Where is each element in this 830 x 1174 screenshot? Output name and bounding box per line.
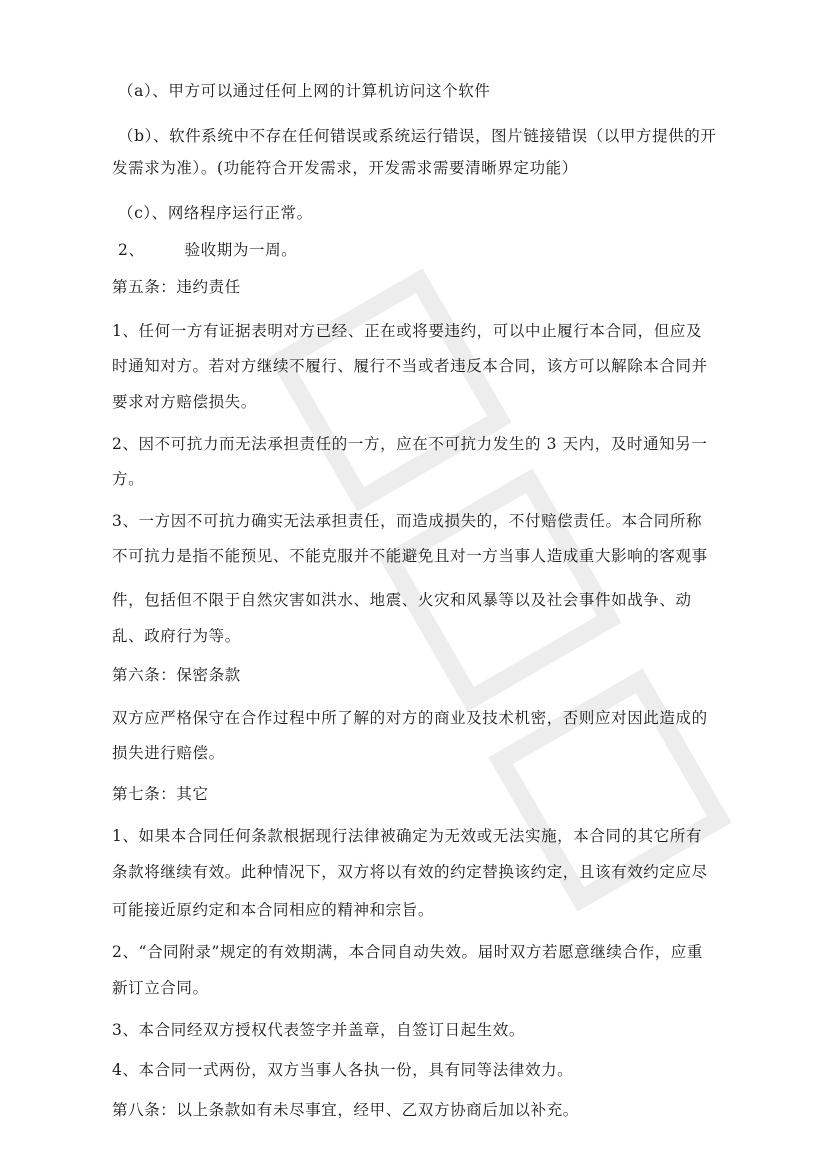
text-line: 件，包括但不限于自然灾害如洪水、地震、火灾和风暴等以及社会事件如战争、动 [112,591,692,609]
text-line: 2、“合同附录”规定的有效期满，本合同自动失效。届时双方若愿意继续合作，应重 [112,943,704,961]
text-line: 双方应严格保守在合作过程中所了解的对方的商业及技术机密，否则应对因此造成的 [112,709,708,727]
text-line: 不可抗力是指不能预见、不能克服并不能避免且对一方当事人造成重大影响的客观事 [112,547,708,565]
section-heading: 第五条：违约责任 [112,278,241,296]
text-line: 可能接近原约定和本合同相应的精神和宗旨。 [112,901,435,919]
text-line: （b）、软件系统中不存在任何错误或系统运行错误，图片链接错误（以甲方提供的开 [118,127,717,145]
text-line: 时通知对方。若对方继续不履行、履行不当或者违反本合同，该方可以解除本合同并 [112,357,708,375]
text-line: 3、一方因不可抗力确实无法承担责任，而造成损失的，不付赔偿责任。本合同所称 [112,512,703,530]
text-line: 1、如果本合同任何条款根据现行法律被确定为无效或无法实施，本合同的其它所有 [112,827,703,845]
text-line: 发需求为准）。(功能符合开发需求，开发需求需要清晰界定功能） [112,159,578,177]
text-line: 方。 [112,470,145,488]
item-text: 验收期为一周。 [184,241,298,259]
text-line: （a）、甲方可以通过任何上网的计算机访问这个软件 [118,82,491,100]
text-line: 新订立合同。 [112,979,209,997]
text-line: 要求对方赔偿损失。 [112,393,257,411]
section-heading: 第六条：保密条款 [112,666,241,684]
text-line: 3、本合同经双方授权代表签字并盖章，自签订日起生效。 [112,1021,525,1039]
text-line: 乱、政府行为等。 [112,627,241,645]
text-line: 2、因不可抗力而无法承担责任的一方，应在不可抗力发生的 3 天内，及时通知另一 [112,435,708,453]
text-line [118,239,738,261]
text-line: 损失进行赔偿。 [112,744,225,762]
text-line: 4、本合同一式两份，双方当事人各执一份，具有同等法律效力。 [112,1061,574,1079]
item-number: 2、 [118,241,145,259]
text-line: 第八条：以上条款如有未尽事宜，经甲、乙双方协商后加以补充。 [112,1101,579,1119]
text-line: 1、任何一方有证据表明对方已经、正在或将要违约，可以中止履行本合同，但应及 [112,322,703,340]
text-line: 条款将继续有效。此种情况下，双方将以有效的约定替换该约定，且该有效约定应尽 [112,863,708,881]
section-heading: 第七条：其它 [112,785,209,803]
text-line: （c）、网络程序运行正常。 [118,204,313,222]
